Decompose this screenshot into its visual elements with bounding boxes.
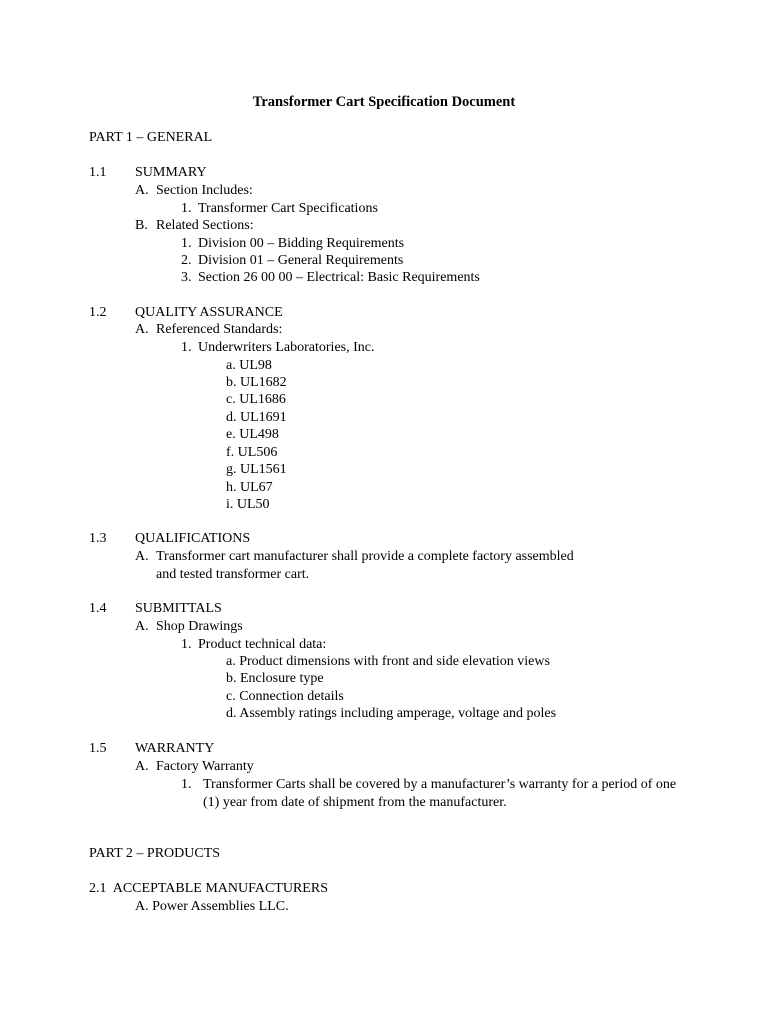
list-marker: 1. bbox=[181, 777, 192, 792]
list-item: Division 01 – General Requirements bbox=[198, 253, 404, 268]
sub-item: a. Product dimensions with front and side elevation views bbox=[226, 654, 550, 669]
section-1-2-a-text: Referenced Standards: bbox=[156, 322, 283, 337]
section-1-3-a-marker: A. bbox=[135, 549, 149, 564]
part-1-heading: PART 1 – GENERAL bbox=[89, 130, 213, 145]
paragraph-line: Transformer cart manufacturer shall provide a complete factory assembled bbox=[156, 549, 574, 564]
list-marker: 1. bbox=[181, 201, 192, 216]
list-marker: 1. bbox=[181, 340, 192, 355]
standard-item: a. UL98 bbox=[226, 358, 272, 373]
section-1-1-a-text: Section Includes: bbox=[156, 183, 253, 198]
standard-item: e. UL498 bbox=[226, 427, 279, 442]
section-1-5-a-text: Factory Warranty bbox=[156, 759, 254, 774]
section-1-1-b-text: Related Sections: bbox=[156, 218, 254, 233]
section-2-1-heading: 2.1 ACCEPTABLE MANUFACTURERS bbox=[89, 881, 328, 896]
list-item: Underwriters Laboratories, Inc. bbox=[198, 340, 375, 355]
paragraph-line: (1) year from date of shipment from the manufacturer. bbox=[203, 795, 507, 810]
part-2-heading: PART 2 – PRODUCTS bbox=[89, 846, 221, 861]
section-1-1-b-marker: B. bbox=[135, 218, 148, 233]
standard-item: d. UL1691 bbox=[226, 410, 287, 425]
section-1-3-number: 1.3 bbox=[89, 531, 107, 546]
standard-item: c. UL1686 bbox=[226, 392, 286, 407]
section-1-5-number: 1.5 bbox=[89, 741, 107, 756]
document-title: Transformer Cart Specification Document bbox=[252, 94, 516, 110]
section-1-1-number: 1.1 bbox=[89, 165, 107, 180]
section-1-3-title: QUALIFICATIONS bbox=[135, 531, 251, 546]
section-1-2-a-marker: A. bbox=[135, 322, 149, 337]
paragraph-line: and tested transformer cart. bbox=[156, 567, 310, 582]
list-marker: 3. bbox=[181, 270, 192, 285]
section-1-4-number: 1.4 bbox=[89, 601, 107, 616]
section-1-2-title: QUALITY ASSURANCE bbox=[135, 305, 283, 320]
section-1-4-a-text: Shop Drawings bbox=[156, 619, 243, 634]
standard-item: i. UL50 bbox=[226, 497, 270, 512]
sub-item: d. Assembly ratings including amperage, voltage and poles bbox=[226, 706, 557, 721]
sub-item: c. Connection details bbox=[226, 689, 344, 704]
list-marker: 2. bbox=[181, 253, 192, 268]
list-item: Product technical data: bbox=[198, 637, 327, 652]
list-marker: 1. bbox=[181, 637, 192, 652]
list-item: Transformer Cart Specifications bbox=[198, 201, 378, 216]
sub-item: b. Enclosure type bbox=[226, 671, 324, 686]
list-item: Division 00 – Bidding Requirements bbox=[198, 236, 405, 251]
standard-item: f. UL506 bbox=[226, 445, 278, 460]
standard-item: b. UL1682 bbox=[226, 375, 287, 390]
section-2-1-a-text: A. Power Assemblies LLC. bbox=[135, 899, 289, 914]
standard-item: h. UL67 bbox=[226, 480, 273, 495]
list-item: Section 26 00 00 – Electrical: Basic Requirements bbox=[198, 270, 480, 285]
section-1-5-title: WARRANTY bbox=[135, 741, 215, 756]
section-1-5-a-marker: A. bbox=[135, 759, 149, 774]
section-1-1-title: SUMMARY bbox=[135, 165, 207, 180]
paragraph-line: Transformer Carts shall be covered by a manufacturer’s warranty for a period of one bbox=[203, 777, 677, 792]
list-marker: 1. bbox=[181, 236, 192, 251]
section-1-2-number: 1.2 bbox=[89, 305, 107, 320]
section-1-4-title: SUBMITTALS bbox=[135, 601, 222, 616]
standard-item: g. UL1561 bbox=[226, 462, 287, 477]
section-1-1-a-marker: A. bbox=[135, 183, 149, 198]
section-1-4-a-marker: A. bbox=[135, 619, 149, 634]
